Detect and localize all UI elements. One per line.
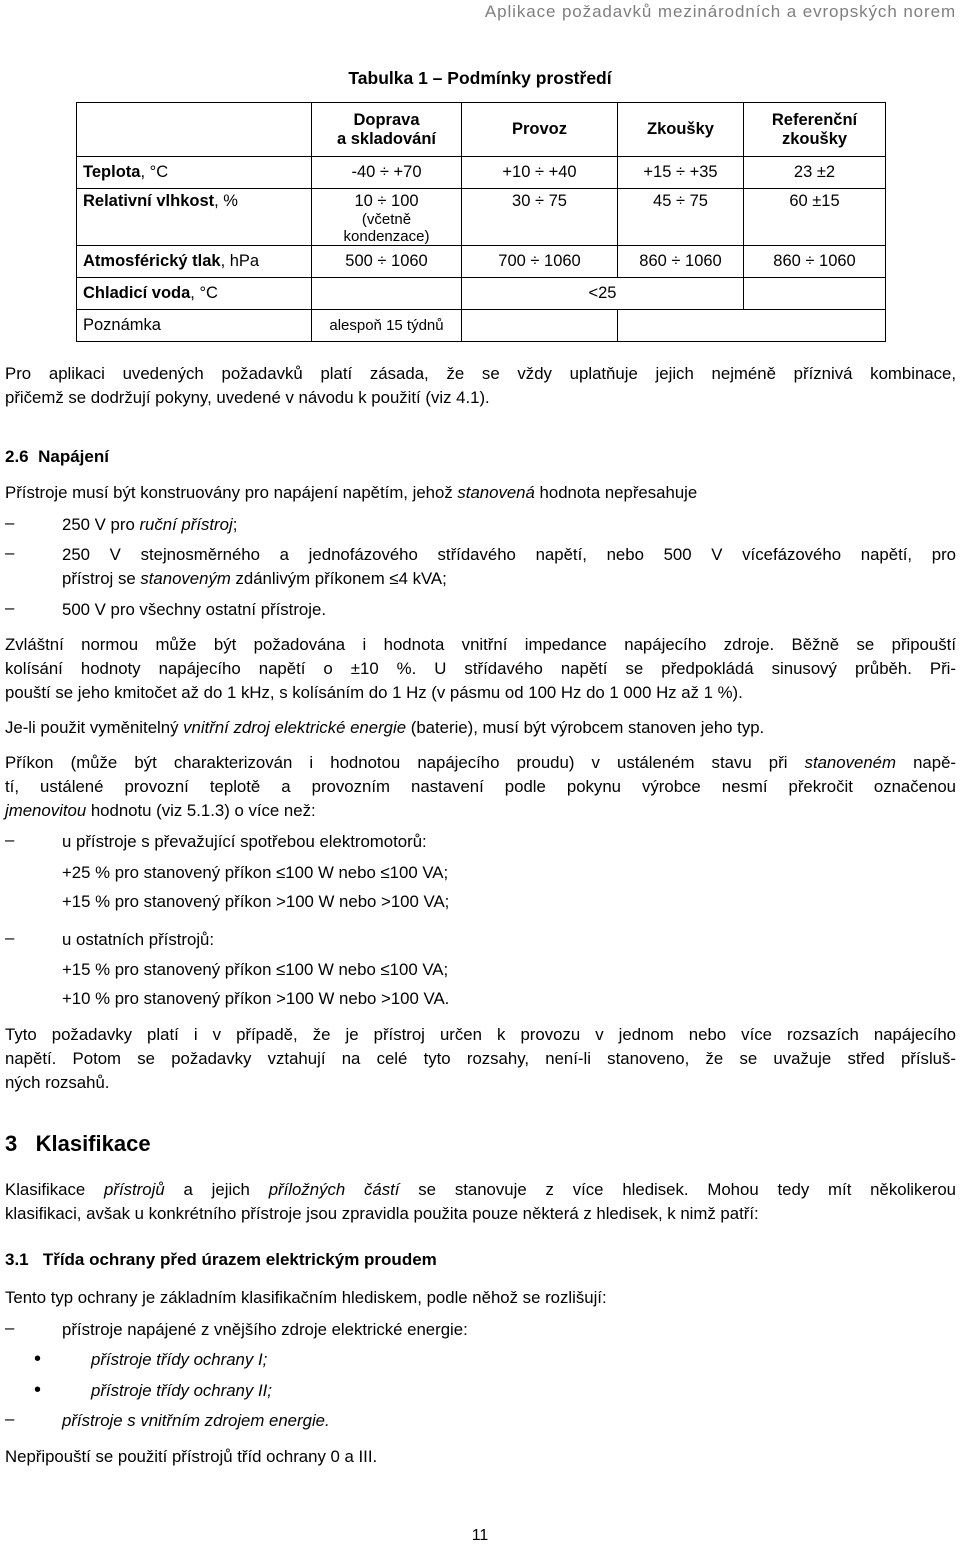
table-row <box>77 246 886 278</box>
bullet-item: přístroje třídy ochrany II; <box>91 1381 272 1400</box>
page-number: 11 <box>471 1527 489 1544</box>
intro-paragraph-line1: Pro aplikaci uvedených požadavků platí zásada, že se vždy uplatňuje jejich nejméně příznivá kombinace, <box>5 364 956 383</box>
environment-conditions-table <box>76 102 886 342</box>
table-cell <box>312 278 462 310</box>
condensation-note: (včetně kondenzace) <box>343 211 430 245</box>
list-item: 500 V pro všechny ostatní přístroje. <box>62 600 326 619</box>
paragraph-line: ných rozsahů. <box>5 1073 110 1092</box>
list-dash-icon: – <box>5 543 15 562</box>
section-2-6-heading: 2.6 Napájení <box>5 447 109 466</box>
row-label-cooling-water: Chladicí voda, °C <box>77 278 312 310</box>
table-cell: 860 ÷ 1060 <box>618 246 744 278</box>
intro-paragraph-line2: přičemž se dodržují pokyny, uvedené v návodu k použití (viz 4.1). <box>5 388 490 407</box>
table-cell: 500 ÷ 1060 <box>312 246 462 278</box>
section-3-heading: 3 Klasifikace <box>5 1131 151 1156</box>
column-header-tests: Zkoušky <box>618 103 744 157</box>
table-caption: Tabulka 1 – Podmínky prostředí <box>348 68 612 88</box>
list-dash-icon: – <box>5 830 15 849</box>
table-cell: 45 ÷ 75 <box>618 189 744 246</box>
table-cell <box>618 310 886 342</box>
paragraph-line: Tento typ ochrany je základním klasifikačním hlediskem, podle něhož se rozlišují: <box>5 1288 607 1307</box>
list-subitem: +15 % pro stanovený příkon >100 W nebo >100 VA; <box>62 892 450 911</box>
row-label-humidity: Relativní vlhkost, % <box>77 189 312 246</box>
list-item: přístroje s vnitřním zdrojem energie. <box>62 1411 330 1430</box>
list-item: přístroje napájené z vnějšího zdroje elektrické energie: <box>62 1320 468 1339</box>
table-row <box>77 157 886 189</box>
column-header-reference-tests: Referenční zkoušky <box>744 103 886 157</box>
list-item: 250 V pro ruční přístroj; <box>62 515 238 534</box>
list-subitem: +15 % pro stanovený příkon ≤100 W nebo ≤100 VA; <box>62 960 449 979</box>
table-cell: 23 ±2 <box>744 157 886 189</box>
column-header-transport: Doprava a skladování <box>312 103 462 157</box>
paragraph-line: kolísání hodnoty napájecího napětí o ±10 %. U střídavého napětí se předpokládá sinusový průběh. Při- <box>5 659 956 678</box>
table-cell: -40 ÷ +70 <box>312 157 462 189</box>
table-cell: alespoň 15 týdnů <box>312 310 462 342</box>
table-cell: 60 ±15 <box>744 189 886 246</box>
list-item: u přístroje s převažující spotřebou elektromotorů: <box>62 832 427 851</box>
table-cell: 860 ÷ 1060 <box>744 246 886 278</box>
list-dash-icon: – <box>5 928 15 947</box>
running-header: Aplikace požadavků mezinárodních a evropských norem <box>484 2 956 21</box>
paragraph-line: Zvláštní normou může být požadována i hodnota vnitřní impedance napájecího zdroje. Běžně se připouští <box>5 635 956 654</box>
list-item-continuation: přístroj se stanoveným zdánlivým příkonem ≤4 kVA; <box>62 569 447 588</box>
table-cell: +10 ÷ +40 <box>462 157 618 189</box>
table-cell: 10 ÷ 100 (včetně kondenzace) <box>312 189 462 246</box>
paragraph-line: jmenovitou hodnotu (viz 5.1.3) o více než: <box>5 801 316 820</box>
bullet-item: přístroje třídy ochrany I; <box>91 1350 268 1369</box>
section-3-1-heading: 3.1 Třída ochrany před úrazem elektrickým proudem <box>5 1250 437 1269</box>
row-label-temperature: Teplota, °C <box>77 157 312 189</box>
list-dash-icon: – <box>5 598 15 617</box>
row-label-note: Poznámka <box>77 310 312 342</box>
row-label-pressure: Atmosférický tlak, hPa <box>77 246 312 278</box>
paragraph-line: Nepřipouští se použití přístrojů tříd ochrany 0 a III. <box>5 1447 378 1466</box>
table-header-row <box>77 103 886 157</box>
table-row <box>77 310 886 342</box>
table-cell <box>462 310 618 342</box>
list-item: 250 V stejnosměrného a jednofázového střídavého napětí, nebo 500 V vícefázového napětí, pro <box>62 545 956 564</box>
paragraph-line: Příkon (může být charakterizován i hodnotou napájecího proudu) v ustáleném stavu při stanoveném napě- <box>5 753 956 772</box>
bullet-icon: • <box>34 1348 42 1370</box>
list-dash-icon: – <box>5 1409 15 1428</box>
column-header-operation: Provoz <box>462 103 618 157</box>
list-dash-icon: – <box>5 513 15 532</box>
bullet-icon: • <box>34 1379 42 1401</box>
paragraph-line: Klasifikace přístrojů a jejich příložných částí se stanovuje z více hledisek. Mohou tedy mít několikerou <box>5 1180 957 1199</box>
table-cell: <25 <box>462 278 744 310</box>
paragraph-line: klasifikaci, avšak u konkrétního přístroje jsou zpravidla použita pouze některá z hledisek, k nimž patří: <box>5 1204 759 1223</box>
table-cell: 30 ÷ 75 <box>462 189 618 246</box>
list-subitem: +25 % pro stanovený příkon ≤100 W nebo ≤100 VA; <box>62 863 449 882</box>
table-row <box>77 278 886 310</box>
section-2-6-intro: Přístroje musí být konstruovány pro napájení napětím, jehož stanovená hodnota nepřesahuje <box>5 483 698 502</box>
paragraph-line: Je-li použit vyměnitelný vnitřní zdroj elektrické energie (baterie), musí být výrobcem stanoven jeho typ. <box>5 718 765 737</box>
table-row <box>77 189 886 246</box>
list-item: u ostatních přístrojů: <box>62 930 215 949</box>
table-cell <box>744 278 886 310</box>
paragraph-line: pouští se jeho kmitočet až do 1 kHz, s kolísáním do 1 Hz (v pásmu od 100 Hz do 1 000 Hz až 1 %). <box>5 683 743 702</box>
table-corner-cell <box>77 103 312 157</box>
table-cell: 700 ÷ 1060 <box>462 246 618 278</box>
paragraph-line: tí, ustálené provozní teplotě a provozním nastavení podle pokynu výrobce nesmí překročit označenou <box>5 777 956 796</box>
list-subitem: +10 % pro stanovený příkon >100 W nebo >100 VA. <box>62 989 450 1008</box>
paragraph-line: napětí. Potom se požadavky vztahují na celé tyto rozsahy, není-li stanoveno, že se uvažuje střed přísluš- <box>5 1049 956 1068</box>
list-dash-icon: – <box>5 1318 15 1337</box>
paragraph-line: Tyto požadavky platí i v případě, že je přístroj určen k provozu v jednom nebo více rozsazích napájecího <box>5 1025 956 1044</box>
table-cell: +15 ÷ +35 <box>618 157 744 189</box>
